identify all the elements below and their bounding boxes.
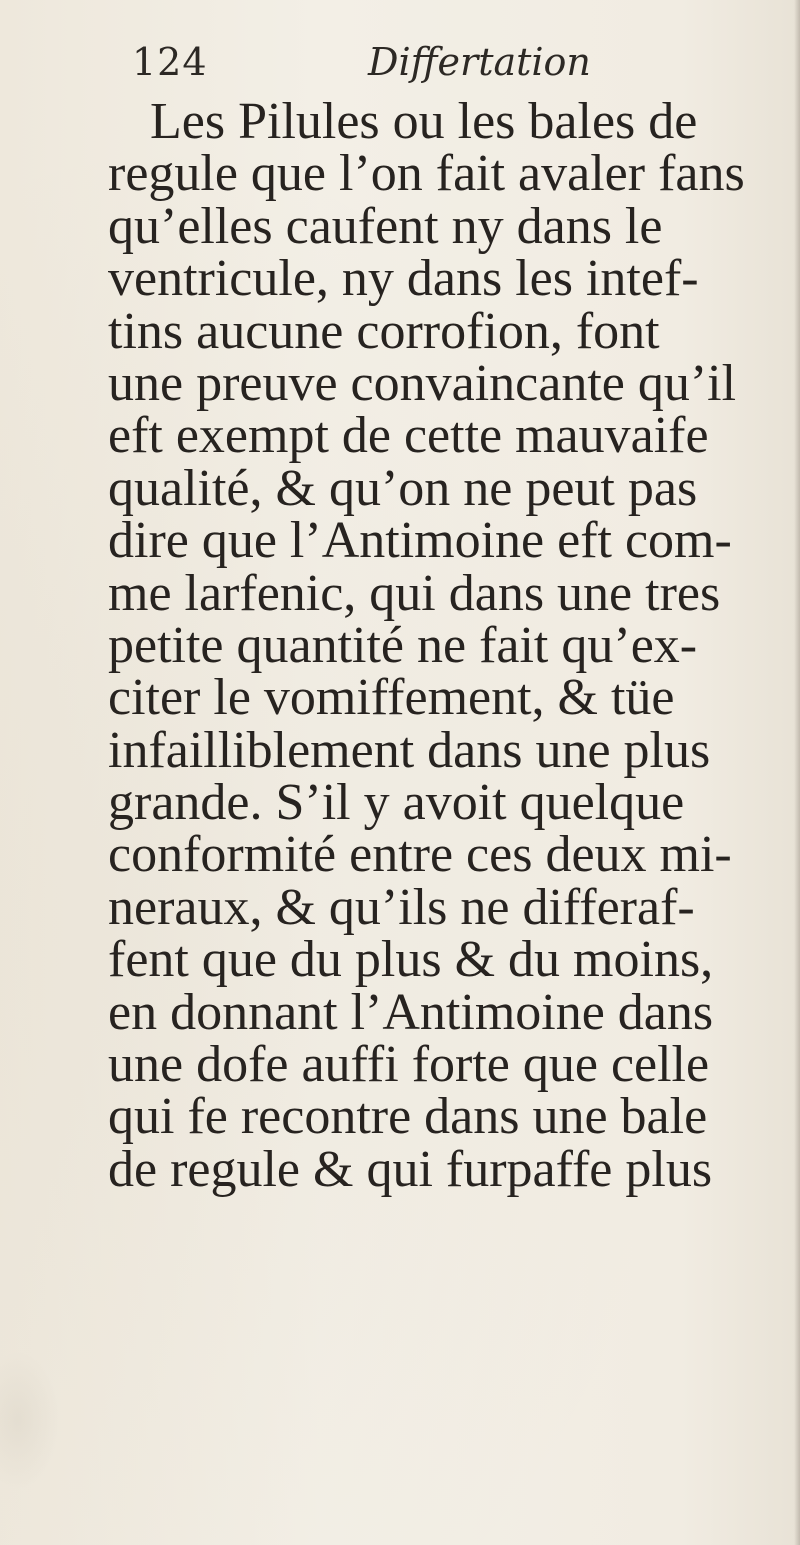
paper-stain bbox=[0, 1350, 60, 1490]
text-line: eft exempt de cette mauvaife bbox=[108, 407, 709, 465]
text-line: me larfenic, qui dans une tres bbox=[108, 564, 721, 622]
text-line: neraux, & qu’ils ne differaf- bbox=[108, 878, 695, 936]
running-title: Differtation bbox=[368, 40, 591, 84]
text-line: regule que l’on fait avaler fans bbox=[108, 145, 745, 203]
text-line: tins aucune corrofion, font bbox=[108, 302, 660, 360]
text-line: de regule & qui furpaffe plus bbox=[108, 1140, 713, 1198]
text-line: en donnant l’Antimoine dans bbox=[108, 983, 714, 1041]
text-line: qu’elles caufent ny dans le bbox=[108, 197, 663, 255]
body-text bbox=[108, 93, 798, 1198]
text-line: conformité entre ces deux mi- bbox=[108, 826, 732, 884]
text-line: Les Pilules ou les bales de bbox=[150, 93, 698, 150]
text-line: grande. S’il y avoit quelque bbox=[108, 774, 685, 832]
page-number: 124 bbox=[132, 40, 208, 84]
page-header bbox=[132, 40, 772, 100]
text-line: qualité, & qu’on ne peut pas bbox=[108, 459, 698, 517]
text-line: une dofe auffi forte que celle bbox=[108, 1036, 710, 1094]
text-line: citer le vomiffement, & tüe bbox=[108, 669, 675, 727]
text-line: petite quantité ne fait qu’ex- bbox=[108, 616, 698, 674]
text-line: une preuve convaincante qu’il bbox=[108, 354, 737, 412]
text-line: qui fe recontre dans une bale bbox=[108, 1088, 708, 1146]
text-line: ventricule, ny dans les intef- bbox=[108, 250, 699, 308]
text-line: infailliblement dans une plus bbox=[108, 721, 711, 779]
text-line: dire que l’Antimoine eft com- bbox=[108, 512, 732, 570]
text-line: fent que du plus & du moins, bbox=[108, 931, 714, 989]
